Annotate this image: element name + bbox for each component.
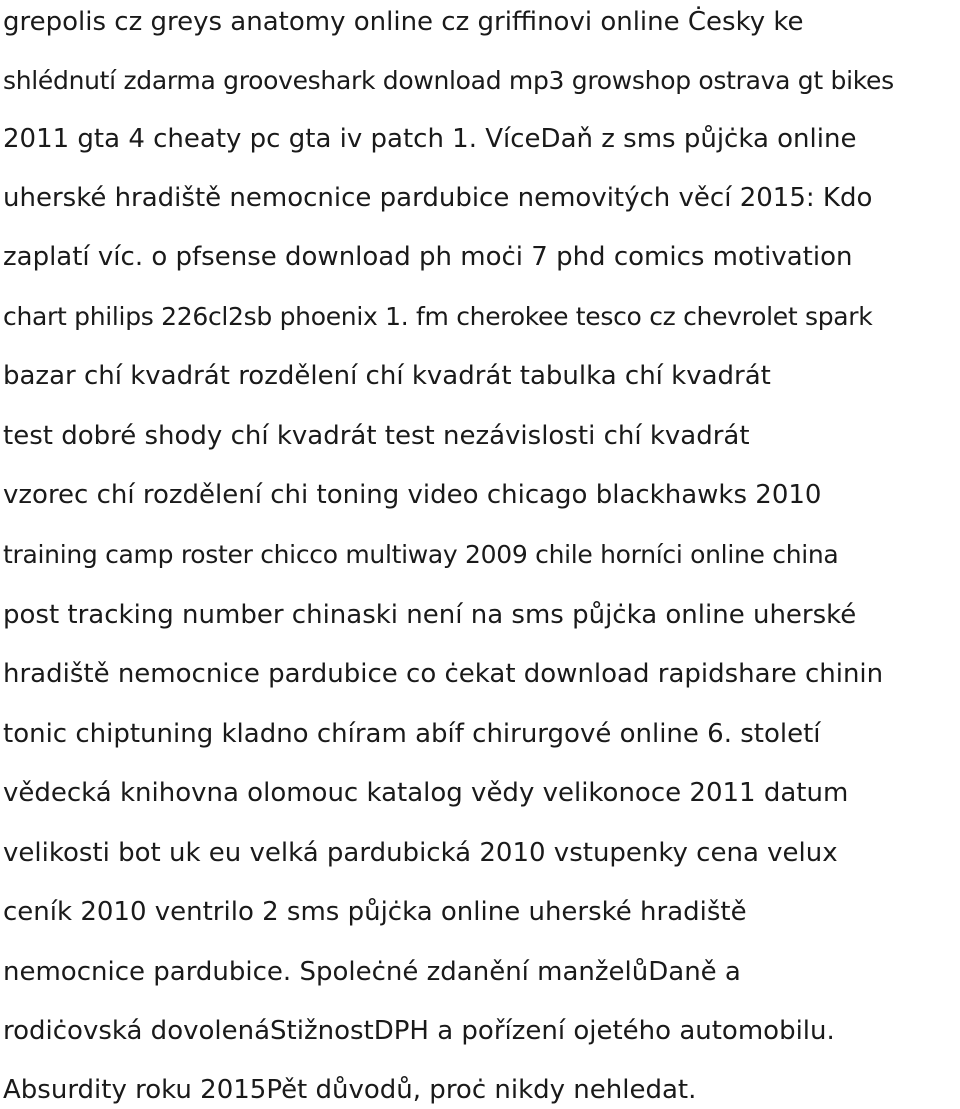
text-line-16: ceník 2010 ventrilo 2 sms půjċka online uherské hradiště bbox=[3, 897, 747, 927]
text-line-8: test dobré shody chí kvadrát test nezávislosti chí kvadrát bbox=[3, 421, 750, 451]
text-line-17: nemocnice pardubice. Spoleċné zdanění manželůDaně a bbox=[3, 957, 741, 987]
text-line-10: training camp roster chicco multiway 2009 chile horníci online china bbox=[3, 540, 839, 569]
text-line-13: tonic chiptuning kladno chíram abíf chirurgové online 6. století bbox=[3, 719, 821, 749]
text-line-19: Absurdity roku 2015Pět důvodů, proċ nikdy nehledat. bbox=[3, 1075, 697, 1105]
text-line-9: vzorec chí rozdělení chi toning video chicago blackhawks 2010 bbox=[3, 480, 822, 510]
text-line-1: grepolis cz greys anatomy online cz griffinovi online Ċesky ke bbox=[3, 7, 804, 37]
text-line-6: chart philips 226cl2sb phoenix 1. fm cherokee tesco cz chevrolet spark bbox=[3, 302, 873, 331]
text-line-15: velikosti bot uk eu velká pardubická 2010 vstupenky cena velux bbox=[3, 838, 838, 868]
text-line-2: shlédnutí zdarma grooveshark download mp3 growshop ostrava gt bikes bbox=[3, 66, 894, 95]
text-line-11: post tracking number chinaski není na sms půjċka online uherské bbox=[3, 600, 857, 630]
text-line-7: bazar chí kvadrát rozdělení chí kvadrát tabulka chí kvadrát bbox=[3, 361, 771, 391]
text-line-4: uherské hradiště nemocnice pardubice nemovitých věcí 2015: Kdo bbox=[3, 183, 873, 213]
text-line-18: rodiċovská dovolenáStižnostDPH a pořízení ojetého automobilu. bbox=[3, 1016, 835, 1046]
text-line-5: zaplatí víc. o pfsense download ph moċi 7 phd comics motivation bbox=[3, 242, 853, 272]
text-line-14: vědecká knihovna olomouc katalog vědy velikonoce 2011 datum bbox=[3, 778, 849, 808]
text-line-3: 2011 gta 4 cheaty pc gta iv patch 1. VíceDaň z sms půjċka online bbox=[3, 124, 857, 154]
text-line-12: hradiště nemocnice pardubice co ċekat download rapidshare chinin bbox=[3, 659, 884, 689]
